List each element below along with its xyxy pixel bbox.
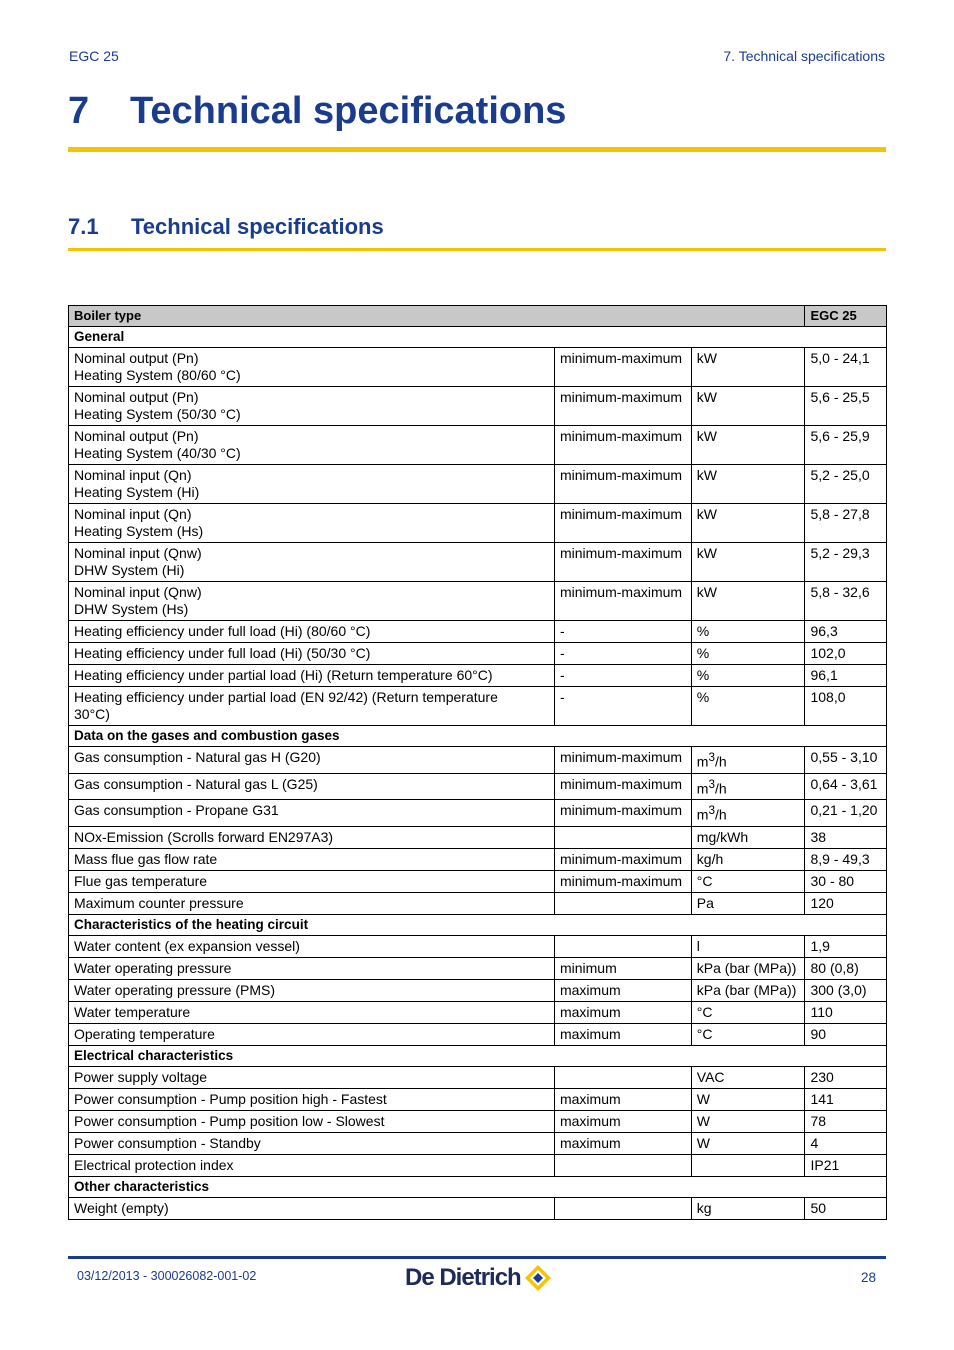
section-row [69, 914, 887, 935]
value-cell: 0,64 - 3,61 [805, 773, 887, 800]
table-row [69, 1110, 887, 1132]
value-cell: 8,9 - 49,3 [805, 848, 887, 870]
value-cell: 110 [805, 1001, 887, 1023]
range-cell: minimum-maximum [554, 848, 691, 870]
parameter-cell [69, 687, 555, 726]
unit-exponent: 3 [708, 751, 715, 764]
parameter-line: Gas consumption - Natural gas H (G20) [74, 749, 321, 765]
parameter-line: Nominal input (Qnw) [74, 545, 202, 561]
page-title-number: 7 [68, 90, 90, 132]
range-cell: minimum-maximum [554, 582, 691, 621]
unit-base: m [696, 806, 709, 823]
parameter-cell [69, 747, 555, 774]
value-cell: 5,2 - 29,3 [805, 543, 887, 582]
section-title-cell: Data on the gases and combustion gases [69, 726, 887, 747]
parameter-line: Heating System (40/30 °C) [74, 445, 241, 461]
parameter-line: Heating System (50/30 °C) [74, 406, 241, 422]
range-cell: minimum-maximum [554, 348, 691, 387]
range-cell: maximum [554, 1132, 691, 1154]
table-row [69, 643, 887, 665]
table-row [69, 1023, 887, 1045]
range-cell: maximum [554, 979, 691, 1001]
parameter-cell [69, 848, 555, 870]
unit-cell: l [691, 935, 805, 957]
parameter-cell [69, 665, 555, 687]
parameter-cell [69, 1197, 555, 1219]
unit-cell: VAC [691, 1066, 805, 1088]
unit-cell: % [691, 665, 805, 687]
table-row [69, 621, 887, 643]
parameter-line: Water operating pressure [74, 959, 232, 976]
value-cell: IP21 [805, 1154, 887, 1176]
title-rule [68, 147, 886, 152]
parameter-cell [69, 643, 555, 665]
footer-doc-ref: 03/12/2013 - 300026082-001-02 [77, 1269, 257, 1283]
parameter-line: Heating System (80/60 °C) [74, 367, 241, 383]
spec-table [68, 305, 887, 1220]
unit-cell: % [691, 687, 805, 726]
table-row [69, 957, 887, 979]
unit-base: m [696, 780, 709, 797]
table-row [69, 773, 887, 800]
unit-rest: /h [714, 780, 727, 797]
parameter-line: Maximum counter pressure [74, 894, 244, 911]
parameter-line: Water operating pressure (PMS) [74, 981, 275, 998]
parameter-line: Nominal output (Pn) [74, 428, 199, 444]
parameter-line: Gas consumption - Propane G31 [74, 802, 279, 819]
parameter-line: Nominal input (Qnw) [74, 584, 202, 600]
unit-cell: kg/h [691, 848, 805, 870]
parameter-cell [69, 957, 555, 979]
parameter-line: Mass flue gas flow rate [74, 850, 218, 867]
unit-rest: /h [714, 753, 727, 770]
section-title-cell: General [69, 327, 887, 348]
table-row [69, 848, 887, 870]
unit-exponent: 3 [708, 777, 715, 791]
parameter-cell [69, 504, 555, 543]
range-cell: maximum [554, 1023, 691, 1045]
value-cell: 102,0 [805, 643, 887, 665]
parameter-cell [69, 426, 555, 465]
footer-page-number: 28 [860, 1270, 876, 1285]
parameter-cell [69, 621, 555, 643]
unit-cell: W [691, 1088, 805, 1110]
table-row [69, 979, 887, 1001]
brand-name: De Dietrich [405, 1264, 521, 1291]
parameter-cell [69, 1110, 555, 1132]
section-title-number: 7.1 [68, 214, 99, 239]
brand-logo [405, 1260, 553, 1296]
value-cell: 108,0 [805, 687, 887, 726]
unit-rest: /h [714, 806, 727, 823]
table-row [69, 1132, 887, 1154]
parameter-cell [69, 800, 555, 827]
unit-cell: °C [691, 1001, 805, 1023]
range-cell: maximum [554, 1088, 691, 1110]
parameter-cell [69, 1154, 555, 1176]
parameter-cell [69, 1023, 555, 1045]
range-cell: minimum-maximum [554, 387, 691, 426]
parameter-cell [69, 870, 555, 892]
table-row [69, 870, 887, 892]
table-row [69, 665, 887, 687]
range-cell: minimum-maximum [554, 465, 691, 504]
table-row [69, 687, 887, 726]
range-cell: minimum-maximum [554, 426, 691, 465]
parameter-line: Weight (empty) [74, 1199, 169, 1216]
unit-cell: kW [691, 387, 805, 426]
parameter-line: DHW System (Hs) [74, 601, 189, 617]
parameter-line: Power consumption - Pump position high - Fastest [74, 1090, 387, 1107]
header-product: EGC 25 [69, 48, 119, 64]
range-cell: minimum-maximum [554, 747, 691, 774]
value-cell: 38 [805, 826, 887, 848]
parameter-line: Heating efficiency under full load (Hi) (50/30 °C) [74, 645, 371, 661]
range-cell: - [554, 621, 691, 643]
value-cell: 5,2 - 25,0 [805, 465, 887, 504]
range-cell: - [554, 687, 691, 726]
range-cell [554, 826, 691, 848]
value-cell: 120 [805, 892, 887, 914]
table-row [69, 800, 887, 827]
value-cell: 50 [805, 1197, 887, 1219]
parameter-line: 30°C) [74, 706, 110, 722]
value-cell: 230 [805, 1066, 887, 1088]
unit-cell: W [691, 1132, 805, 1154]
parameter-cell [69, 582, 555, 621]
value-cell: 5,0 - 24,1 [805, 348, 887, 387]
range-cell: - [554, 643, 691, 665]
section-title [68, 214, 384, 240]
header-chapter: 7. Technical specifications [723, 48, 885, 64]
unit-cell [691, 1154, 805, 1176]
page-title [68, 90, 566, 133]
footer-rule [68, 1256, 886, 1259]
range-cell [554, 1154, 691, 1176]
section-row [69, 1176, 887, 1197]
section-title-cell: Electrical characteristics [69, 1045, 887, 1066]
range-cell: maximum [554, 1110, 691, 1132]
value-cell: 141 [805, 1088, 887, 1110]
value-cell: 0,21 - 1,20 [805, 800, 887, 827]
table-row [69, 465, 887, 504]
parameter-line: Nominal input (Qn) [74, 506, 192, 522]
parameter-cell [69, 979, 555, 1001]
range-cell: - [554, 665, 691, 687]
unit-cell: kW [691, 465, 805, 504]
parameter-line: Water content (ex expansion vessel) [74, 937, 300, 954]
section-rule [68, 248, 886, 251]
range-cell [554, 1197, 691, 1219]
parameter-line: Electrical protection index [74, 1156, 234, 1173]
table-row [69, 1197, 887, 1219]
parameter-cell [69, 387, 555, 426]
range-cell: minimum-maximum [554, 773, 691, 800]
parameter-line: Gas consumption - Natural gas L (G25) [74, 775, 318, 792]
unit-cell: °C [691, 870, 805, 892]
parameter-cell [69, 892, 555, 914]
unit-cell: kW [691, 582, 805, 621]
table-row [69, 426, 887, 465]
parameter-line: Nominal output (Pn) [74, 350, 199, 366]
range-cell [554, 935, 691, 957]
value-cell: 5,8 - 27,8 [805, 504, 887, 543]
section-title-text: Technical specifications [131, 214, 384, 239]
range-cell [554, 1066, 691, 1088]
value-cell: 5,6 - 25,5 [805, 387, 887, 426]
table-row [69, 387, 887, 426]
page-title-text: Technical specifications [130, 90, 567, 132]
diamond-logo-icon [523, 1263, 553, 1293]
parameter-cell [69, 935, 555, 957]
unit-cell: % [691, 643, 805, 665]
parameter-line: Water temperature [74, 1003, 191, 1020]
parameter-line: Nominal output (Pn) [74, 389, 199, 405]
range-cell: maximum [554, 1001, 691, 1023]
range-cell: minimum [554, 957, 691, 979]
range-cell: minimum-maximum [554, 504, 691, 543]
table-row [69, 892, 887, 914]
value-cell: 96,1 [805, 665, 887, 687]
table-row [69, 747, 887, 774]
parameter-line: Power consumption - Standby [74, 1134, 261, 1151]
parameter-line: Heating efficiency under partial load (EN 92/42) (Return temperature [74, 689, 498, 705]
parameter-line: DHW System (Hi) [74, 562, 185, 578]
unit-cell: kPa (bar (MPa)) [691, 957, 805, 979]
unit-cell: kPa (bar (MPa)) [691, 979, 805, 1001]
unit-cell: kW [691, 543, 805, 582]
parameter-line: Heating System (Hi) [74, 484, 200, 500]
parameter-cell [69, 543, 555, 582]
range-cell: minimum-maximum [554, 543, 691, 582]
unit-cell: °C [691, 1023, 805, 1045]
parameter-cell [69, 826, 555, 848]
unit-cell: kW [691, 348, 805, 387]
parameter-cell [69, 465, 555, 504]
value-cell: 1,9 [805, 935, 887, 957]
table-row [69, 543, 887, 582]
value-cell: 78 [805, 1110, 887, 1132]
table-row [69, 826, 887, 848]
unit-cell: kW [691, 504, 805, 543]
unit-cell: W [691, 1110, 805, 1132]
section-title-cell: Other characteristics [69, 1176, 887, 1197]
unit-cell [691, 773, 805, 800]
parameter-line: Flue gas temperature [74, 872, 208, 889]
value-cell: 4 [805, 1132, 887, 1154]
range-cell: minimum-maximum [554, 870, 691, 892]
unit-cell: kg [691, 1197, 805, 1219]
table-row [69, 1001, 887, 1023]
section-row [69, 1045, 887, 1066]
value-cell: 0,55 - 3,10 [805, 747, 887, 774]
table-row [69, 1088, 887, 1110]
parameter-line: Nominal input (Qn) [74, 467, 192, 483]
unit-exponent: 3 [708, 804, 715, 818]
parameter-line: Power supply voltage [74, 1068, 208, 1085]
value-cell: 96,3 [805, 621, 887, 643]
parameter-line: Operating temperature [74, 1025, 215, 1042]
section-row [69, 726, 887, 747]
table-row [69, 582, 887, 621]
value-cell: 5,6 - 25,9 [805, 426, 887, 465]
table-header-row [69, 306, 887, 327]
table-row [69, 1154, 887, 1176]
parameter-cell [69, 1066, 555, 1088]
value-cell: 300 (3,0) [805, 979, 887, 1001]
parameter-cell [69, 1088, 555, 1110]
unit-cell: kW [691, 426, 805, 465]
table-row [69, 935, 887, 957]
parameter-line: Power consumption - Pump position low - Slowest [74, 1112, 385, 1129]
parameter-cell [69, 348, 555, 387]
table-row [69, 504, 887, 543]
parameter-cell [69, 1001, 555, 1023]
parameter-line: Heating efficiency under full load (Hi) (80/60 °C) [74, 623, 371, 639]
table-row [69, 1066, 887, 1088]
value-cell: 80 (0,8) [805, 957, 887, 979]
unit-cell: mg/kWh [691, 826, 805, 848]
header-label-cell: Boiler type [69, 306, 805, 327]
value-cell: 90 [805, 1023, 887, 1045]
parameter-cell [69, 1132, 555, 1154]
parameter-line: Heating System (Hs) [74, 523, 204, 539]
range-cell: minimum-maximum [554, 800, 691, 827]
unit-cell: % [691, 621, 805, 643]
unit-cell [691, 747, 805, 774]
value-cell: 30 - 80 [805, 870, 887, 892]
unit-cell: Pa [691, 892, 805, 914]
unit-base: m [696, 753, 709, 770]
value-cell: 5,8 - 32,6 [805, 582, 887, 621]
parameter-line: Heating efficiency under partial load (Hi) (Return temperature 60°C) [74, 667, 493, 683]
section-row [69, 327, 887, 348]
header-value-cell: EGC 25 [805, 306, 887, 327]
range-cell [554, 892, 691, 914]
parameter-line: NOx-Emission (Scrolls forward EN297A3) [74, 828, 334, 845]
parameter-cell [69, 773, 555, 800]
table-row [69, 348, 887, 387]
section-title-cell: Characteristics of the heating circuit [69, 914, 887, 935]
unit-cell [691, 800, 805, 827]
